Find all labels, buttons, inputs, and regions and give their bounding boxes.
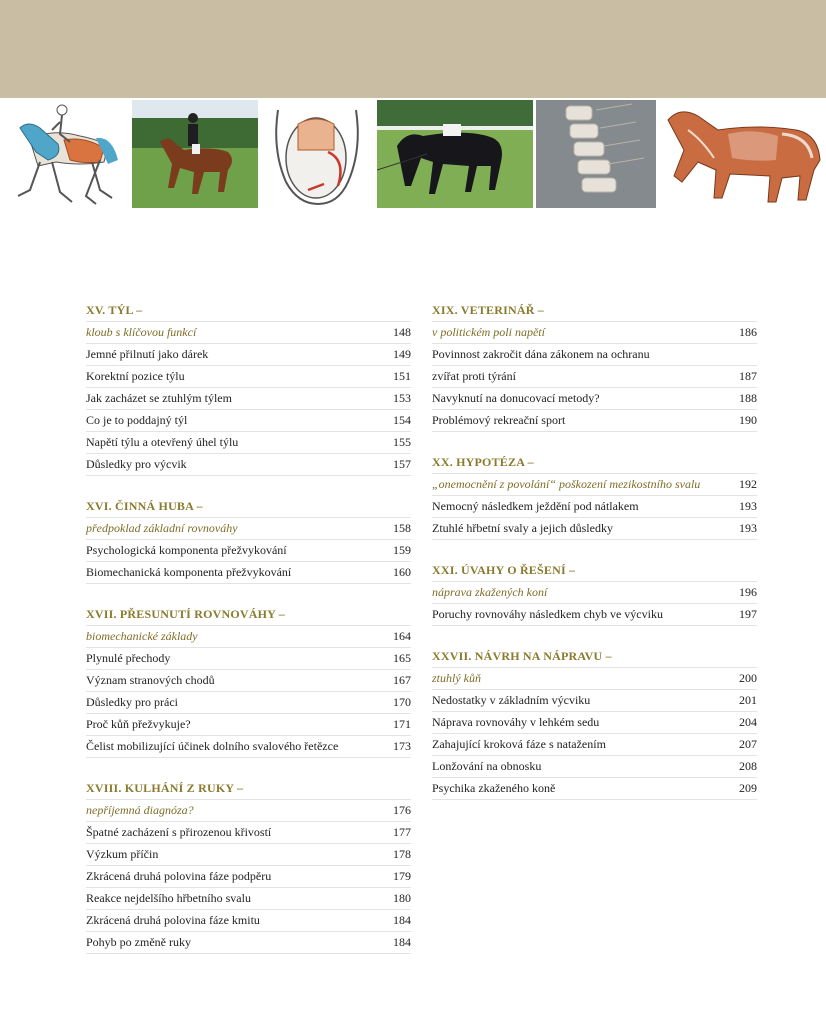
toc-entry (432, 366, 757, 388)
toc-entry (432, 778, 757, 800)
entry-page: 159 (393, 543, 411, 557)
section-subtitle-row (432, 582, 757, 604)
entry-page: 179 (393, 869, 411, 883)
toc-section (86, 496, 411, 584)
entry-label: Význam stranových chodů (86, 673, 215, 687)
entry-label: Co je to poddajný týl (86, 413, 188, 427)
entry-page: 170 (393, 695, 411, 709)
entry-label: Nedostatky v základním výcviku (432, 693, 591, 707)
toc-entry (86, 736, 411, 758)
entry-label: Lonžování na obnosku (432, 759, 542, 773)
section-subtitle-row (432, 668, 757, 690)
section-subtitle-row (86, 518, 411, 540)
toc-entry (86, 866, 411, 888)
horse-muscle-anatomy-drawing (658, 100, 826, 208)
toc-entry (86, 562, 411, 584)
entry-page: 153 (393, 391, 411, 405)
entry-label: Zkrácená druhá polovina fáze podpěru (86, 869, 272, 883)
entry-label: Zkrácená druhá polovina fáze kmitu (86, 913, 260, 927)
entry-page: 193 (739, 499, 757, 513)
section-title: XVII. PŘESUNUTÍ ROVNOVÁHY – (86, 604, 411, 626)
entry-page: 165 (393, 651, 411, 665)
entry-label: Výzkum příčin (86, 847, 159, 861)
entry-page: 160 (393, 565, 411, 579)
entry-label: v politickém poli napětí (432, 325, 545, 339)
section-title: XV. TÝL – (86, 300, 411, 322)
toc-section (432, 560, 757, 626)
entry-label: ztuhlý kůň (432, 671, 481, 685)
toc-entry (86, 670, 411, 692)
entry-label: „onemocnění z povolání“ poškození mezikostního svalu (432, 477, 701, 491)
entry-label: Náprava rovnováhy v lehkém sedu (432, 715, 600, 729)
toc-section (432, 646, 757, 800)
toc-entry (86, 714, 411, 736)
entry-page: 186 (739, 325, 757, 339)
toc-entry (432, 496, 757, 518)
toc-entry (86, 344, 411, 366)
entry-page: 149 (393, 347, 411, 361)
toc-entry (432, 518, 757, 540)
section-subtitle-row (86, 322, 411, 344)
entry-page: 197 (739, 607, 757, 621)
entry-label: Plynulé přechody (86, 651, 171, 665)
entry-page: 177 (393, 825, 411, 839)
entry-page: 200 (739, 671, 757, 685)
entry-page: 148 (393, 325, 411, 339)
image-strip (0, 100, 826, 208)
entry-label: biomechanické základy (86, 629, 198, 643)
entry-label: nepříjemná diagnóza? (86, 803, 194, 817)
entry-label: kloub s klíčovou funkcí (86, 325, 197, 339)
toc-entry (86, 388, 411, 410)
entry-page: 173 (393, 739, 411, 753)
entry-page: 184 (393, 935, 411, 949)
entry-page: 157 (393, 457, 411, 471)
toc-entry (86, 410, 411, 432)
entry-page: 204 (739, 715, 757, 729)
entry-label: Psychika zkaženého koně (432, 781, 556, 795)
toc-section (432, 300, 757, 432)
toc-entry (86, 540, 411, 562)
entry-page: 188 (739, 391, 757, 405)
toc-section (432, 452, 757, 540)
toc-entry (432, 712, 757, 734)
entry-label: Důsledky pro práci (86, 695, 178, 709)
entry-label: Napětí týlu a otevřený úhel týlu (86, 435, 239, 449)
toc-entry (86, 822, 411, 844)
entry-page: 201 (739, 693, 757, 707)
toc-entry (86, 844, 411, 866)
section-subtitle-row (432, 322, 757, 344)
entry-page: 209 (739, 781, 757, 795)
toc-entry (432, 410, 757, 432)
section-title: XXVII. NÁVRH NA NÁPRAVU – (432, 646, 757, 668)
toc-section (86, 300, 411, 476)
entry-page: 190 (739, 413, 757, 427)
entry-page: 176 (393, 803, 411, 817)
entry-label: Psychologická komponenta přežvykování (86, 543, 287, 557)
entry-label: Reakce nejdelšího hřbetního svalu (86, 891, 251, 905)
toc-column-right (432, 300, 757, 820)
entry-label: Špatné zacházení s přirozenou křivostí (86, 825, 272, 839)
horse-lunging-photo (377, 100, 533, 208)
entry-label: Povinnost zakročit dána zákonem na ochranu (432, 347, 650, 361)
toc-entry (432, 388, 757, 410)
entry-label: Jak zacházet se ztuhlým týlem (86, 391, 232, 405)
entry-label: Problémový rekreační sport (432, 413, 566, 427)
entry-label: zvířat proti týrání (432, 369, 516, 383)
entry-page: 207 (739, 737, 757, 751)
entry-label: Korektní pozice týlu (86, 369, 185, 383)
entry-label: Jemné přilnutí jako dárek (86, 347, 209, 361)
toc-entry (86, 648, 411, 670)
entry-page: 187 (739, 369, 757, 383)
entry-label: Navyknutí na donucovací metody? (432, 391, 600, 405)
entry-label: Zahajující kroková fáze s natažením (432, 737, 606, 751)
toc-entry (86, 888, 411, 910)
toc-entry (432, 756, 757, 778)
entry-page: 196 (739, 585, 757, 599)
entry-page: 164 (393, 629, 411, 643)
entry-page: 193 (739, 521, 757, 535)
header-color-band (0, 0, 826, 98)
entry-page: 171 (393, 717, 411, 731)
spine-vertebrae-photo (536, 100, 656, 208)
section-subtitle-row (86, 800, 411, 822)
section-title: XX. HYPOTÉZA – (432, 452, 757, 474)
section-title: XVI. ČINNÁ HUBA – (86, 496, 411, 518)
toc-entry (86, 454, 411, 476)
entry-page: 151 (393, 369, 411, 383)
toc-entry (86, 366, 411, 388)
toc-section (86, 604, 411, 758)
entry-label: Ztuhlé hřbetní svaly a jejich důsledky (432, 521, 613, 535)
toc-entry (86, 932, 411, 954)
toc-entry (432, 690, 757, 712)
toc-column-left (86, 300, 411, 974)
entry-label: Poruchy rovnováhy následkem chyb ve výcviku (432, 607, 663, 621)
entry-label: náprava zkažených koní (432, 585, 548, 599)
toc-entry (86, 432, 411, 454)
entry-page: 184 (393, 913, 411, 927)
entry-page: 192 (739, 477, 757, 491)
section-subtitle-row (432, 474, 757, 496)
entry-page: 158 (393, 521, 411, 535)
entry-label: Čelist mobilizující účinek dolního svalového řetězce (86, 739, 339, 753)
entry-label: Pohyb po změně ruky (86, 935, 191, 949)
section-title: XIX. VETERINÁŘ – (432, 300, 757, 322)
horse-skull-jaw-diagram (268, 100, 366, 208)
entry-page: 154 (393, 413, 411, 427)
dressage-rider-photo (132, 100, 258, 208)
dressage-rider-anatomy-drawing (0, 100, 124, 208)
entry-label: Biomechanická komponenta přežvykování (86, 565, 292, 579)
toc-entry (432, 604, 757, 626)
toc-entry (432, 344, 757, 366)
entry-page: 208 (739, 759, 757, 773)
entry-page: 155 (393, 435, 411, 449)
entry-page: 167 (393, 673, 411, 687)
entry-label: Proč kůň přežvykuje? (86, 717, 191, 731)
toc-entry (86, 692, 411, 714)
toc-section (86, 778, 411, 954)
entry-label: Důsledky pro výcvik (86, 457, 187, 471)
entry-label: Nemocný následkem ježdění pod nátlakem (432, 499, 639, 513)
section-title: XXI. ÚVAHY O ŘEŠENÍ – (432, 560, 757, 582)
section-subtitle-row (86, 626, 411, 648)
toc-entry (86, 910, 411, 932)
entry-page: 180 (393, 891, 411, 905)
section-title: XVIII. KULHÁNÍ Z RUKY – (86, 778, 411, 800)
entry-label: předpoklad základní rovnováhy (86, 521, 238, 535)
entry-page: 178 (393, 847, 411, 861)
toc-entry (432, 734, 757, 756)
